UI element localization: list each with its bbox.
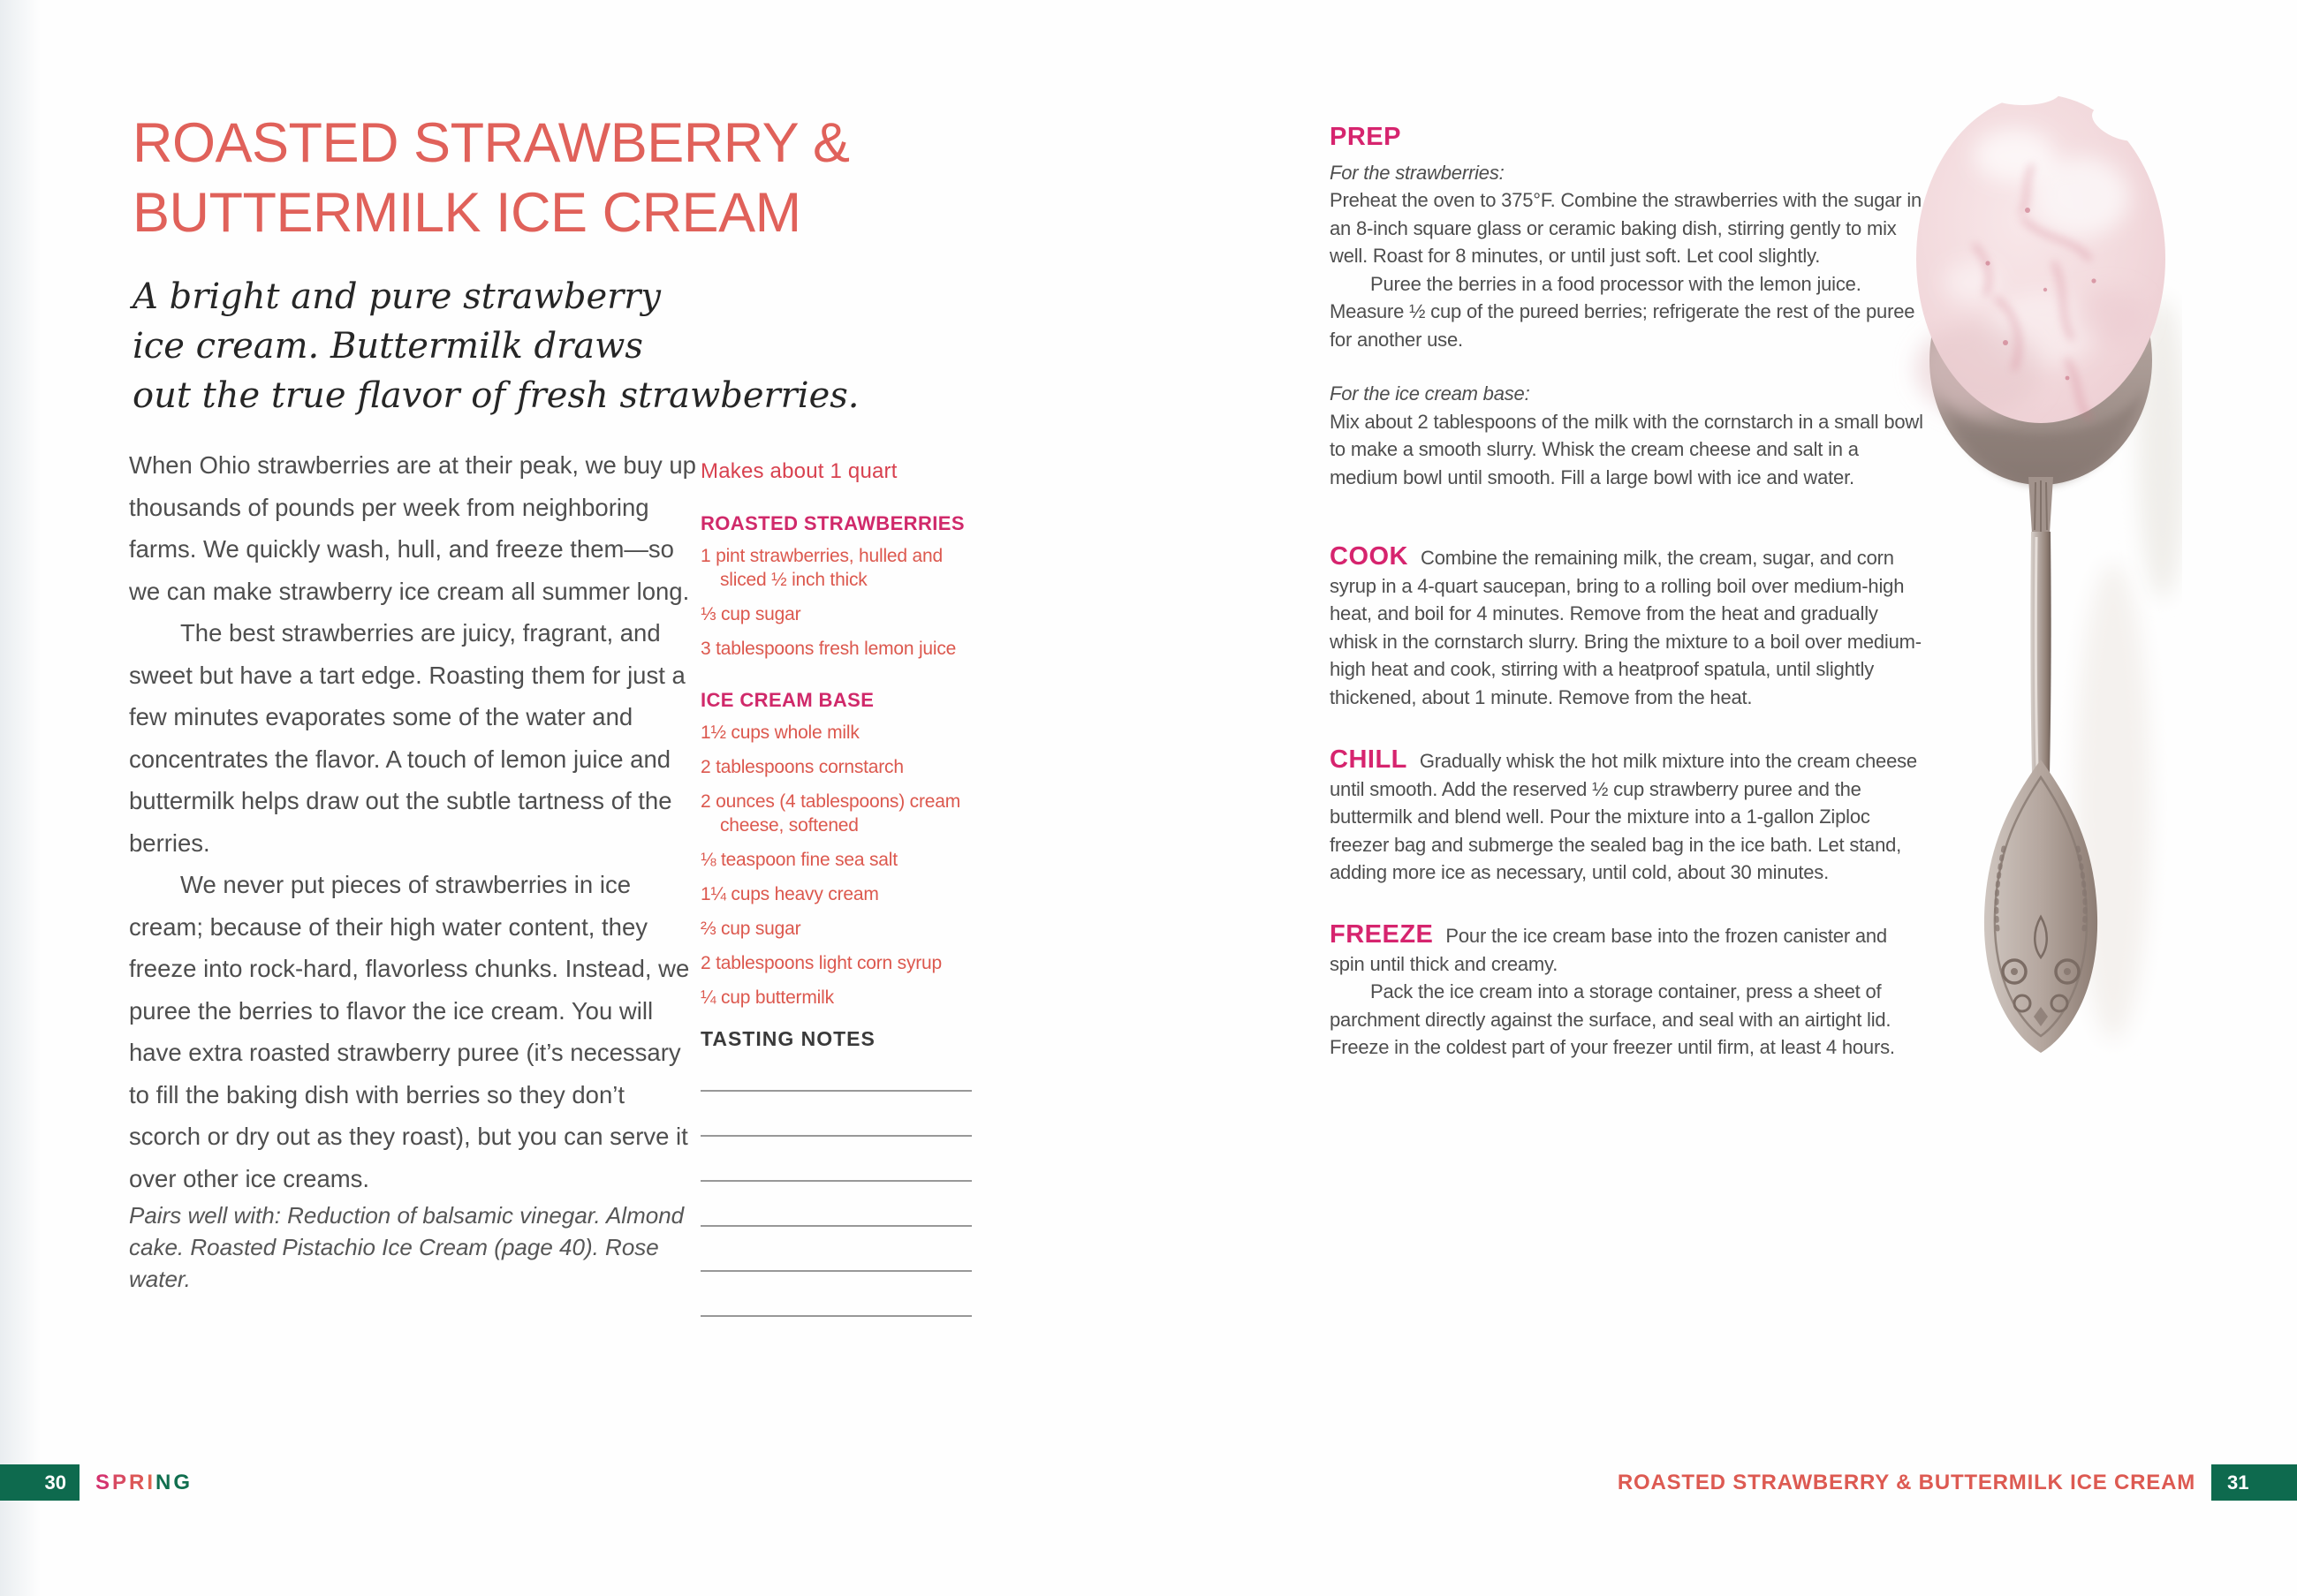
ingredient-item: 2 ounces (4 tablespoons) cream cheese, softened [701, 791, 960, 836]
tasting-notes-label: TASTING NOTES [701, 1027, 876, 1050]
cook-text: Combine the remaining milk, the cream, sugar, and corn syrup in a 4-quart saucepan, bring to a rolling boil over medium-high heat, and boil for 4 minutes. Remove from the heat and gradually whisk in the cornstarch slurry. Bring the mixture to a boil over medium-high heat and cook, stirring with a heatproof spatula, until slightly thickened, about 1 minute. Remove from the heat. [1330, 547, 1922, 708]
step-prep [1330, 124, 1923, 491]
prep-paragraph: Mix about 2 tablespoons of the milk with the cornstarch in a small bowl to make a smooth slurry. Whisk the cream cheese and salt in a medium bowl until smooth. Fill a large bowl with ice and water. [1330, 410, 1923, 488]
spring-letter: P [112, 1471, 130, 1494]
freeze-paragraph [1330, 921, 1923, 978]
left-page-number: 30 [44, 1471, 66, 1494]
ice-cream-scoop [1915, 79, 2165, 423]
cook-paragraph [1330, 543, 1923, 711]
step-chill [1330, 746, 1923, 887]
tasting-notes-block [701, 1027, 972, 1317]
spoon-stem [2030, 532, 2051, 774]
ingredient-item: 3 tablespoons fresh lemon juice [701, 639, 957, 659]
yield-line: Makes about 1 quart [701, 459, 898, 483]
prep-ice-cream-base-block [1330, 380, 1923, 491]
ingredient-item: ⅛ teaspoon fine sea salt [701, 850, 898, 870]
ingredient-item: 1½ cups whole milk [701, 722, 860, 743]
chill-text: Gradually whisk the hot milk mixture into the cream cheese until smooth. Add the reserved ½ cup strawberry puree and the buttermilk and blend well. Pour the mixture into a 1-gallon Ziploc freezer bag and submerge the sealed bag in the ice bath. Let stand, adding more ice as necessary, until cold, about 30 minutes. [1330, 750, 1917, 883]
ingredient-item: ¼ cup buttermilk [701, 987, 834, 1008]
left-page-number-box [0, 1464, 80, 1501]
step-label-freeze: FREEZE [1330, 920, 1434, 949]
ingredient-group-heading: ROASTED STRAWBERRIES [701, 512, 965, 534]
ingredient-item: 2 tablespoons cornstarch [701, 757, 904, 777]
section-label-spring [95, 1464, 193, 1501]
step-freeze [1330, 921, 1923, 1062]
prep-lead-in-base: For the ice cream base: [1330, 382, 1530, 405]
right-page-number: 31 [2227, 1471, 2249, 1494]
handwritten-line: out the true flavor of fresh strawberries. [133, 375, 860, 416]
ingredient-item: ⅓ cup sugar [701, 604, 801, 624]
body-paragraph: The best strawberries are juicy, fragrant, and sweet but have a tart edge. Roasting them for just a few minutes evaporates some of the water and concentrates the flavor. A touch of lemon juice and buttermilk helps draw out the subtle tartness of the berries. [129, 619, 686, 857]
freeze-paragraph: Pack the ice cream into a storage container, press a sheet of parchment directly against the surface, and seal with an airtight lid. Freeze in the coldest part of your freezer until firm, at least 4 hours. [1330, 980, 1895, 1058]
tasting-note-rule [701, 1137, 972, 1182]
right-page-number-box [2211, 1464, 2297, 1501]
intro-body-copy [129, 444, 699, 1295]
spring-letter: S [95, 1471, 113, 1494]
ingredient-item: ⅔ cup sugar [701, 919, 801, 939]
chill-paragraph [1330, 746, 1923, 887]
spring-letter: I [147, 1471, 156, 1494]
ingredient-item: 2 tablespoons light corn syrup [701, 953, 942, 973]
step-label-cook: COOK [1330, 542, 1408, 571]
page-edge-shading [0, 0, 41, 1596]
prep-paragraph: Puree the berries in a food processor with the lemon juice. Measure ½ cup of the pureed berries; refrigerate the rest of the puree for another use. [1330, 272, 1915, 351]
spoon-ice-cream-photo [1891, 78, 2182, 1076]
right-running-title: ROASTED STRAWBERRY & BUTTERMILK ICE CREAM [1617, 1471, 2195, 1494]
ingredient-item: 1¼ cups heavy cream [701, 884, 879, 904]
tasting-note-rule [701, 1051, 972, 1092]
tasting-note-rule [701, 1272, 972, 1317]
tasting-note-rule [701, 1227, 972, 1272]
handwritten-line: A bright and pure strawberry [133, 276, 662, 317]
step-label-chill: CHILL [1330, 745, 1407, 774]
ingredient-item: 1 pint strawberries, hulled and sliced ½ inch thick [701, 546, 943, 590]
recipe-title-line1: ROASTED STRAWBERRY & [133, 112, 850, 174]
ingredients-column [701, 459, 976, 1020]
ingredient-group-heading: ICE CREAM BASE [701, 689, 875, 711]
prep-paragraph: Preheat the oven to 375°F. Combine the strawberries with the sugar in an 8-inch square glass or ceramic baking dish, stirring gently to mix well. Roast for 8 minutes, or until just soft. Let cool slightly. [1330, 189, 1922, 267]
step-label-prep: PREP [1330, 123, 1401, 151]
prep-lead-in-strawberries: For the strawberries: [1330, 161, 1505, 184]
recipe-title [133, 109, 850, 248]
recipe-title-line2: BUTTERMILK ICE CREAM [133, 182, 801, 244]
body-paragraph: When Ohio strawberries are at their peak, we buy up thousands of pounds per week from neighboring farms. We quickly wash, hull, and freeze them—so we can make strawberry ice cream all summer long. [129, 451, 696, 605]
spoon-stem-highlight [2035, 537, 2037, 770]
spring-letter: R [129, 1471, 148, 1494]
freeze-text: Pour the ice cream base into the frozen canister and spin until thick and creamy. [1330, 925, 1887, 975]
spring-letter: G [173, 1471, 193, 1494]
pairs-well-with-note: Pairs well with: Reduction of balsamic vinegar. Almond cake. Roasted Pistachio Ice Cream (page 40). Rose water. [129, 1202, 685, 1292]
handwritten-intro [133, 272, 859, 420]
method-column [1330, 124, 1923, 1184]
tasting-note-rule [701, 1092, 972, 1137]
tasting-note-rule [701, 1182, 972, 1227]
body-paragraph: We never put pieces of strawberries in ice cream; because of their high water content, they freeze into rock-hard, flavorless chunks. Instead, we puree the berries to flavor the ice cream. You will have extra roasted strawberry puree (it’s necessary to fill the baking dish with berries so they don’t scorch or dry out as they roast), but you can serve it over other ice creams. [129, 871, 690, 1192]
handwritten-line: ice cream. Buttermilk draws [133, 326, 643, 367]
spring-letter: N [155, 1471, 174, 1494]
step-cook [1330, 543, 1923, 711]
